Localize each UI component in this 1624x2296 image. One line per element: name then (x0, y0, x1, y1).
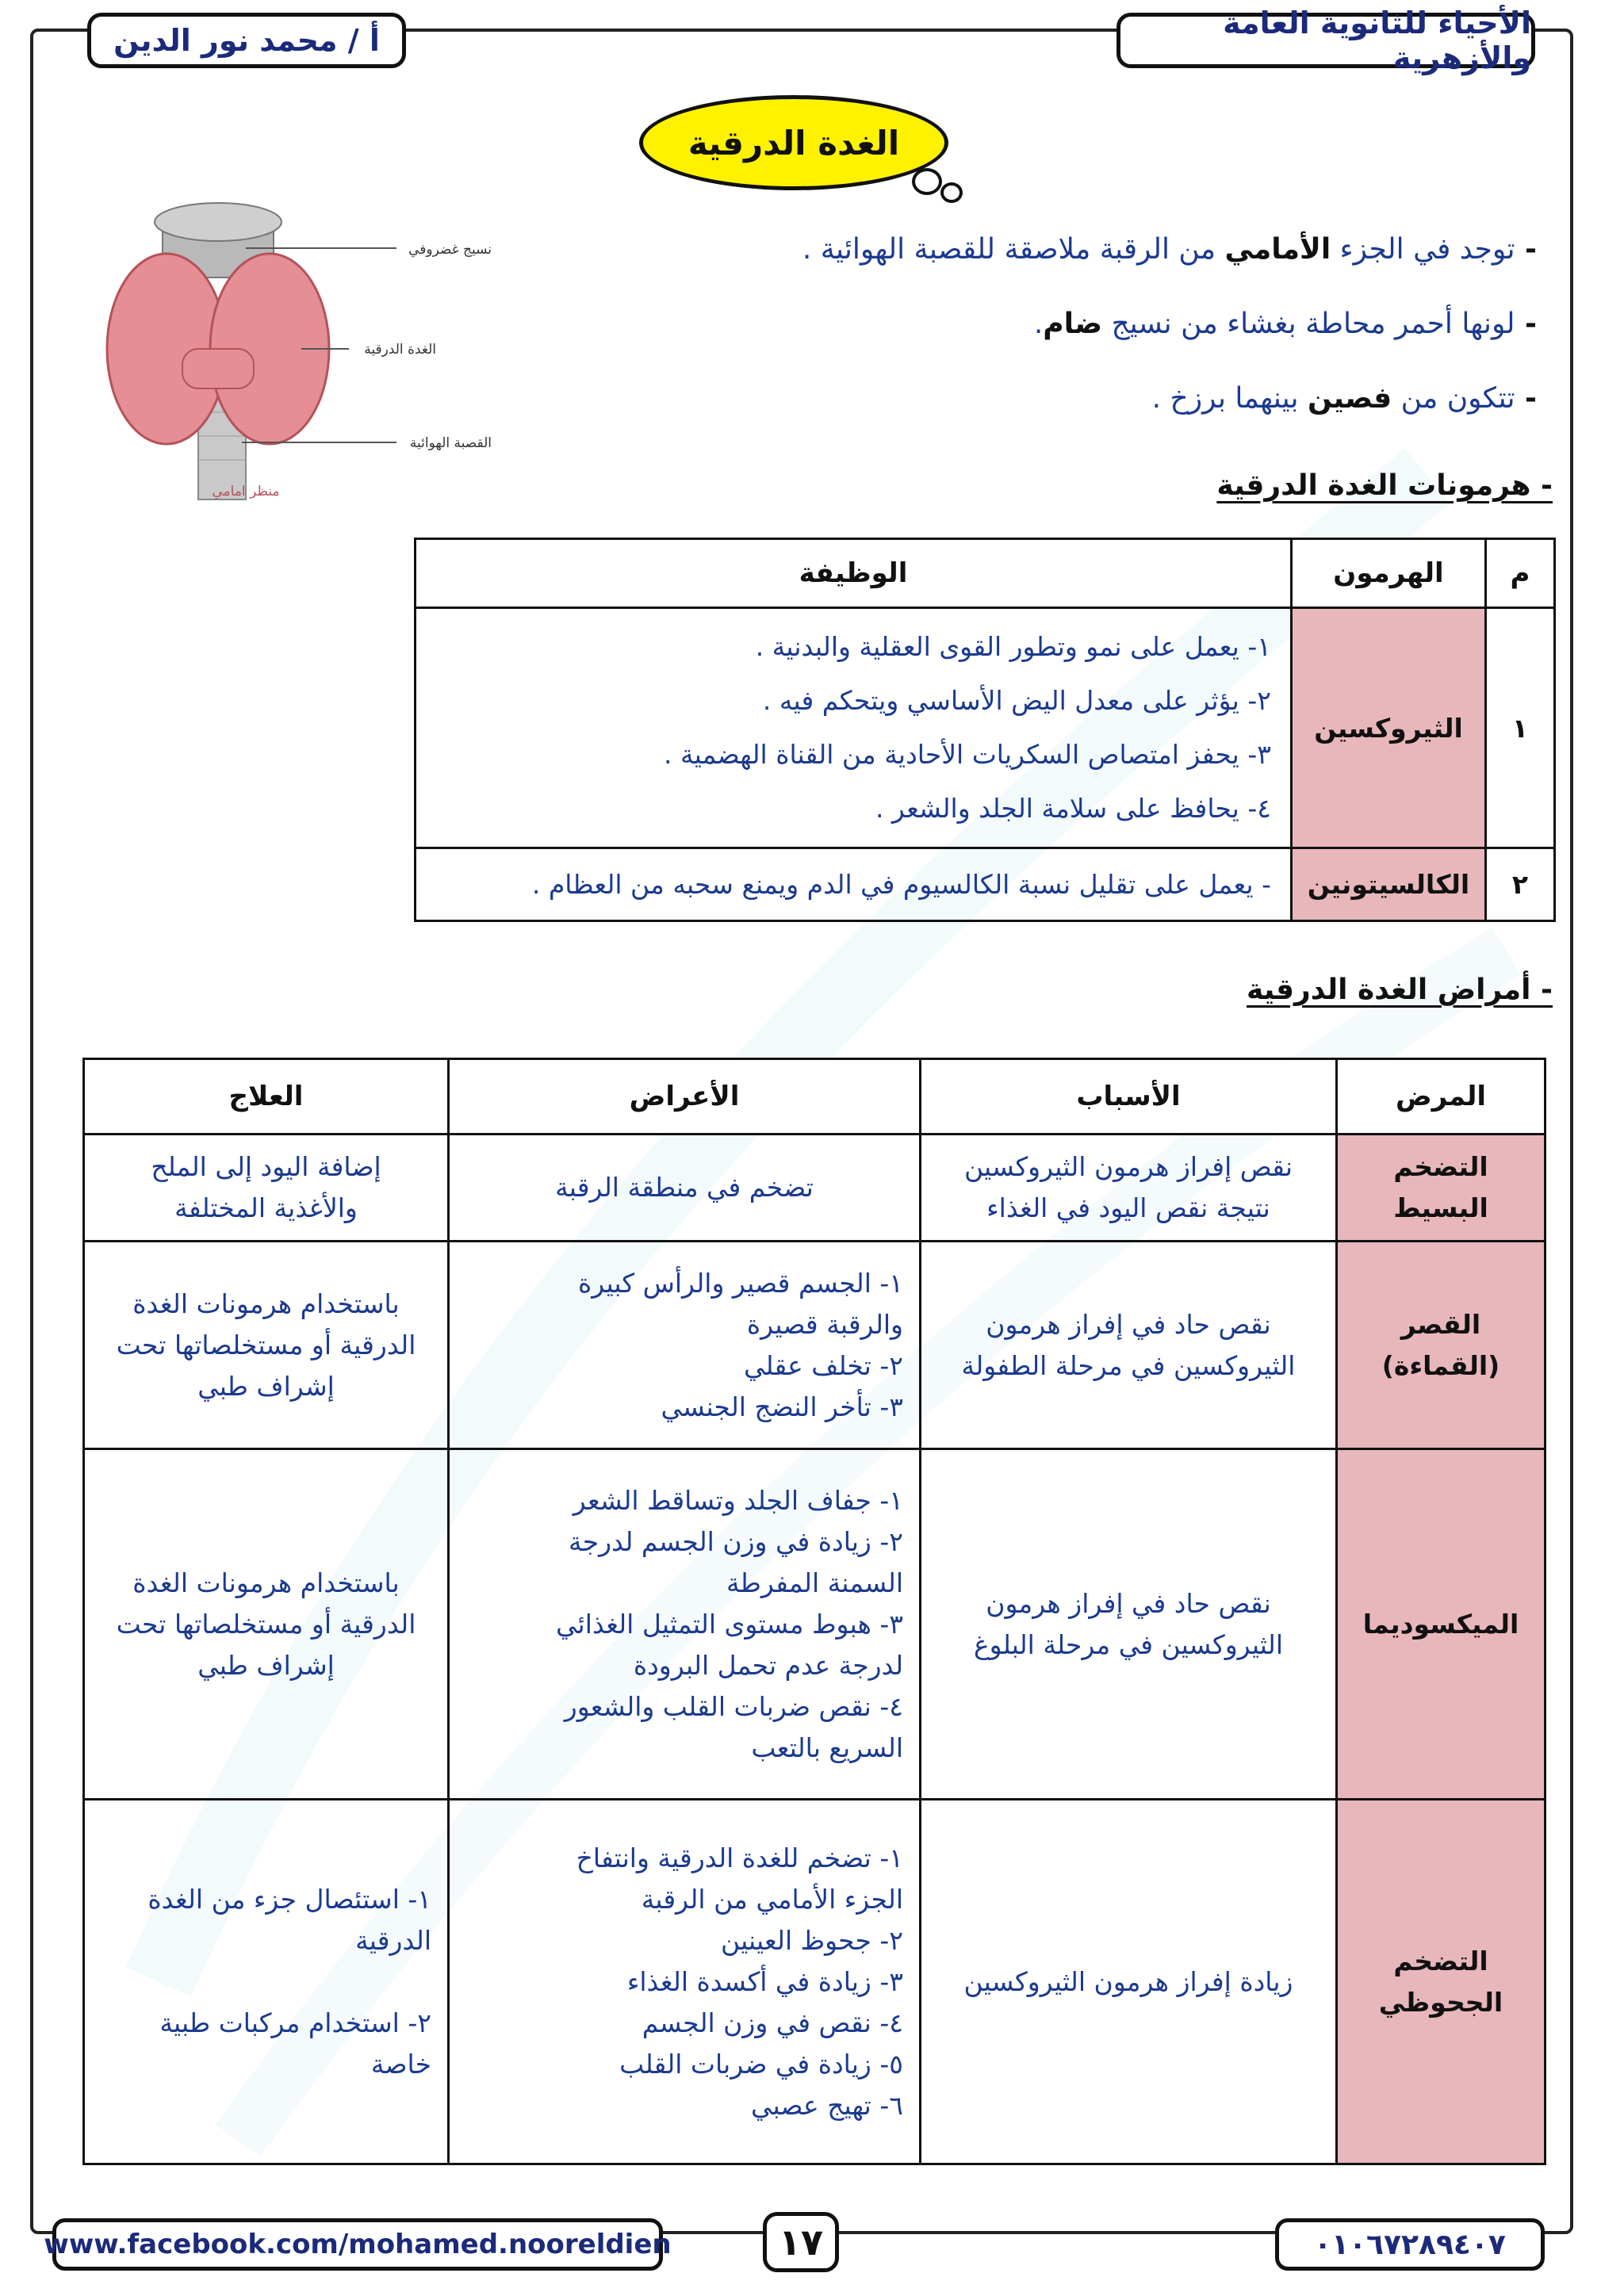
table-row (84, 1135, 1545, 1242)
hormone-functions (416, 608, 1292, 848)
function-item: ٣- يحفز امتصاص السكريات الأحادية من القناة الهضمية . (663, 739, 1271, 770)
table-row (84, 1800, 1545, 2164)
disease-name: الميكسوديما (1337, 1449, 1545, 1800)
disease-causes: نقص حاد في إفراز هرمون الثيروكسين في مرحلة البلوغ (921, 1449, 1337, 1800)
hormones-section-title: - هرمونات الغدة الدرقية (1216, 469, 1553, 502)
hormone-name: الثيروكسين (1292, 608, 1486, 848)
author-header (87, 13, 406, 68)
row-num: ١ (1486, 608, 1555, 848)
hormone-functions (416, 848, 1292, 921)
topic-title: الغدة الدرقية (688, 123, 900, 163)
thought-bubble-tiny (940, 182, 963, 203)
thought-bubble-small (912, 168, 942, 195)
table-row (84, 1242, 1545, 1449)
bullet-2: - لونها أحمر محاطة بغشاء من نسيج ضام. (1033, 308, 1537, 340)
header-symptoms: الأعراض (449, 1059, 921, 1135)
function-item: ١- يعمل على نمو وتطور القوى العقلية والبدنية . (755, 631, 1271, 662)
disease-symptoms: ١- الجسم قصير والرأس كبيرة والرقبة قصيرة ٢- تخلف عقلي ٣- تأخر النضج الجنسي (449, 1242, 921, 1449)
disease-treatment: ١- استئصال جزء من الغدة الدرقية ٢- استخدام مركبات طبية خاصة (84, 1800, 449, 2164)
label-cartilage: نسيج غضروفي (408, 242, 492, 258)
bullet-1: - توجد في الجزء الأمامي من الرقبة ملاصقة للقصبة الهوائية . (802, 233, 1537, 266)
table-row (84, 1449, 1545, 1800)
diseases-table (82, 1058, 1546, 2165)
disease-name: القصر (القماءة) (1337, 1242, 1545, 1449)
header-hormone: الهرمون (1292, 539, 1486, 608)
table-row (416, 848, 1555, 921)
label-trachea: القصبة الهوائية (409, 435, 492, 451)
disease-causes: نقص إفراز هرمون الثيروكسين نتيجة نقص اليود في الغذاء (921, 1135, 1337, 1242)
disease-treatment: باستخدام هرمونات الغدة الدرقية أو مستخلصاتها تحت إشراف طبي (84, 1449, 449, 1800)
row-num: ٢ (1486, 848, 1555, 921)
disease-treatment: باستخدام هرمونات الغدة الدرقية أو مستخلصاتها تحت إشراف طبي (84, 1242, 449, 1449)
disease-name: التضخم البسيط (1337, 1135, 1545, 1242)
label-gland: الغدة الدرقية (364, 342, 436, 358)
header-function: الوظيفة (416, 539, 1292, 608)
intro-bullets (506, 230, 1537, 453)
header-disease: المرض (1337, 1059, 1545, 1135)
function-item: ٢- يؤثر على معدل اليض الأساسي ويتحكم فيه . (762, 685, 1271, 716)
facebook-link[interactable]: www.facebook.com/mohamed.nooreldien (52, 2218, 663, 2271)
label-view: منظر امامي (212, 484, 280, 499)
diseases-section-title: - أمراض الغدة الدرقية (1246, 974, 1553, 1006)
header-num: م (1486, 539, 1555, 608)
disease-symptoms: ١- جفاف الجلد وتساقط الشعر ٢- زيادة في وزن الجسم لدرجة السمنة المفرطة ٣- هبوط مستوى التمثيل الغذائي لدرجة عدم تحمل البرودة ٤- نقص ضربات القلب والشعور السريع بالتعب (449, 1449, 921, 1800)
disease-symptoms: ١- تضخم للغدة الدرقية وانتفاخ الجزء الأمامي من الرقبة ٢- جحوظ العينين ٣- زيادة في أكسدة الغذاء ٤- نقص في وزن الجسم ٥- زيادة في ضربات القلب ٦- تهيج عصبي (449, 1800, 921, 2164)
topic-title-cloud (639, 95, 948, 190)
author-name: أ / محمد نور الدين (113, 23, 380, 58)
table-header-row (84, 1059, 1545, 1135)
disease-causes: نقص حاد في إفراز هرمون الثيروكسين في مرحلة الطفولة (921, 1242, 1337, 1449)
series-title: الأحياء للثانوية العامة والأزهرية (1223, 6, 1531, 75)
bullet-3: - تتكون من فصين بينهما برزخ . (1151, 382, 1537, 415)
disease-name: التضخم الجحوظي (1337, 1800, 1545, 2164)
table-row (416, 608, 1555, 848)
disease-symptoms: تضخم في منطقة الرقبة (449, 1135, 921, 1242)
thyroid-illustration (87, 190, 500, 507)
header-treatment: العلاج (84, 1059, 449, 1135)
page-number: ١٧ (763, 2212, 839, 2272)
disease-treatment: إضافة اليود إلى الملح والأغذية المختلفة (84, 1135, 449, 1242)
series-header (1116, 6, 1535, 75)
table-header-row (416, 539, 1555, 608)
hormone-name: الكالسيتونين (1292, 848, 1486, 921)
function-item: ٤- يحافظ على سلامة الجلد والشعر . (875, 793, 1271, 824)
hormones-table (414, 538, 1556, 922)
phone-number: ٠١٠٦٧٢٨٩٤٠٧ (1275, 2218, 1545, 2271)
header-causes: الأسباب (921, 1059, 1337, 1135)
function-item: - يعمل على تقليل نسبة الكالسيوم في الدم ويمنع سحبه من العظام . (531, 868, 1271, 900)
disease-causes: زيادة إفراز هرمون الثيروكسين (921, 1800, 1337, 2164)
